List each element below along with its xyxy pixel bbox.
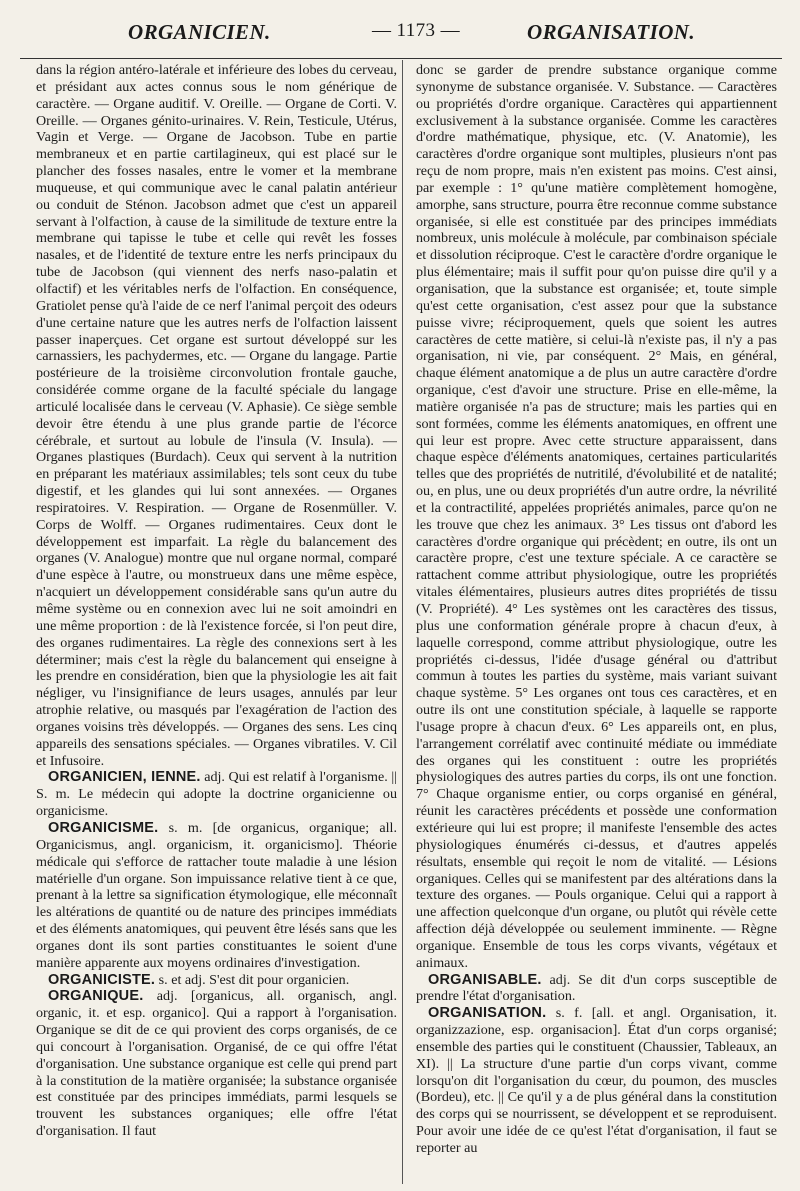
entry-body: adj. Se dit d'un corps susceptible de prendre l'état d'organisation.: [416, 971, 777, 1005]
entry-body: adj. Qui est relatif à l'organisme. || S. m. Le médecin qui adopte la doctrine organicienne ou organicisme.: [36, 769, 397, 820]
entry-headword: ORGANICISME.: [48, 819, 159, 836]
entry-headword: ORGANIQUE.: [48, 988, 144, 1005]
entry-body: s. f. [all. et angl. Organisation, it. organizzazione, esp. organisacion]. État d'un corps organisé; ensemble des parties qui le constituent (Chaussier, Tableaux, an XI). || La structure d'une partie d'un corps vivant, comme lorsqu'on dit l'organisation du cœur, du poumon, des muscles (Bordeu), etc. || Ce qu'il y a de plus général dans la constitution des corps qui se nourrissent, se développent et se reproduisent. Pour avoir une idée de ce qu'est l'état d'organisation, il faut se reporter au: [416, 1005, 777, 1156]
entry-organicien: [36, 769, 397, 820]
header-rule: [20, 58, 782, 59]
left-column: [36, 62, 397, 1186]
entry-organiciste: [36, 972, 397, 989]
entry-organisable: [416, 972, 777, 1006]
entry-body: adj. [organicus, all. organisch, angl. organic, it. et esp. organico]. Qui a rapport à l'organisation. Organique se dit de ce qui provient des corps organisés, de ce qui concourt à l'organisation. Organisé, de ce qui offre l'état d'organisation. Une substance organique est celle qui prend part à la constitution de la matière organisée; la substance organisée est constituée par des principes immédiats, parmi lesquels se trouvent les substances organiques; elle offre l'état d'organisation. Il faut: [36, 988, 397, 1140]
entry-body: s. et adj. S'est dit pour organicien.: [155, 971, 350, 988]
page-number: — 1173 —: [372, 20, 460, 41]
entry-organisation: [416, 1005, 777, 1157]
entry-headword: ORGANISABLE.: [428, 971, 542, 988]
running-header: [0, 14, 800, 48]
continued-entry-text: dans la région antéro-latérale et inférieure des lobes du cerveau, et présidant aux actes connus sous le nom générique de caractère. — Organe auditif. V. Oreille. — Organe de Corti. V. Oreille. — Organes génito-urinaires. V. Rein, Testicule, Utérus, Vagin et Verge. — Organe de Jacobson. Tube en partie membraneux et en partie cartilagineux, qui est placé sur le plancher des fosses nasales, entre le vomer et la membrane muqueuse, et qui communique avec le canal palatin antérieur ou conduit de Sténon. Jacobson admet que c'est un appareil servant à l'olfaction, à cause de la similitude de texture entre la membrane qui tapisse le tube et celle qui revêt les fosses nasales, et de l'identité de texture entre les nerfs principaux du tube de Jacobson (qui viennent des nerfs naso-palatin et olfactif) et les véritables nerfs de l'olfaction. En conséquence, Gratiolet pense qu'à l'aide de ce nerf l'animal perçoit des odeurs d'une certaine nature que les autres nerfs de l'olfaction laissent passer inaperçues. Cet organe est surtout développé sur les carnassiers, les pachydermes, etc. — Organe du langage. Partie postérieure de la troisième circonvolution frontale gauche, considérée comme organe de la faculté spéciale du langage articulé localisée dans le cerveau (V. Aphasie). Ce siège semble devoir être étendu à une plus grande partie de l'écorce cérébrale, et surtout au lobule de l'insula (V. Insula). — Organes plastiques (Burdach). Ceux qui servent à la nutrition en préparant les matériaux assimilables; tels sont ceux du tube digestif, et les glandes qui lui sont annexées. — Organes respiratoires. V. Respiration. — Organe de Rosenmüller. V. Corps de Wolff. — Organes rudimentaires. Ceux dont le développement est imparfait. La règle du balancement des organes (V. Analogue) montre que nul organe normal, comparé d'une espèce à l'autre, ou monstrueux dans une même espèce, n'acquiert un développement considérable sans qu'un autre du même système ou en connexion avec lui ne soit amoindri en une même proportion : de là l'existence forcée, si l'on peut dire, des organes rudimentaires. La règle des connexions sert à les déterminer; mais c'est la règle du balancement qui enseigne à les prendre en considération, bien que la physiologie les ait fait négliger, vu l'insignifiance de leurs usages, annulés par leur atrophie relative, ou masqués par l'exagération de l'action des organes voisins très développés. — Organes des sens. Les cinq appareils des sensations spéciales. — Organes vibratiles. V. Cil et Infusoire.: [36, 62, 397, 769]
right-column: [416, 62, 777, 1186]
column-divider: [402, 60, 403, 1184]
entry-headword: ORGANISATION.: [428, 1005, 547, 1022]
entry-body: s. m. [de organicus, organique; all. Organicismus, angl. organicism, it. organicismo]. Théorie médicale qui s'efforce de rattacher toute maladie à une lésion matérielle d'un organe. Son impuissance relative tient à ce que, prenant à la lettre sa signification étymologique, elle méconnaît les altérations de quantité ou de nature des principes immédiats et des éléments anatomiques, qui peuvent être lésés sans que les organes dont ils sont parties constituantes le soient d'une manière apparente aux moyens ordinaires d'investigation.: [36, 819, 397, 971]
entry-headword: ORGANICIEN, IENNE.: [48, 769, 201, 786]
header-right-word: ORGANISATION.: [527, 20, 695, 44]
entry-organicisme: [36, 820, 397, 972]
continued-entry-text: donc se garder de prendre substance organique comme synonyme de substance organisée. V. Substance. — Caractères ou propriétés d'ordre organique. Caractères qui appartiennent exclusivement à la substance organisée. Comme les caractères d'ordre mathématique, physique, etc. (V. Anatomie), les caractères d'ordre organique sont multiples, plusieurs n'ont pas reçu de nom propre, mais n'en existent pas moins. C'est ainsi, par exemple : 1° qu'une matière complètement homogène, amorphe, sans structure, pourra être reconnue comme substance organisée, si elle est constituée par des principes immédiats nombreux, unis molécule à molécule, par combinaison spéciale et dissolution réciproque. C'est le caractère d'ordre organique le plus élémentaire; mais il suffit pour qu'on puisse dire qu'il y a organisation, que la substance est organisée; et, toute simple qu'est cette organisation, c'est assez pour que la substance puisse vivre; réciproquement, quels que soient les autres caractères de cette matière, si celui-là n'existe pas, il n'y a pas organisation, ni vie, par conséquent. 2° Mais, en général, chaque élément anatomique a de plus un autre caractère d'ordre organique, c'est d'avoir une structure. Prise en elle-même, la matière organisée n'a pas de structure; mais les parties qui en sont formées, comme les éléments anatomiques, en offrent une qui leur est propre. Avec cette structure apparaissent, dans chaque espèce d'éléments anatomiques, certaines particularités telles que des propriétés de nutritilé, d'évolubilité et de natalité; ou, en plus, une ou deux propriétés d'un autre ordre, la névrilité et la contractilité, appelées propriétés animales, parce qu'on ne les trouve que chez les animaux. 3° Les tissus ont d'abord les caractères d'ordre organique qui précèdent; en outre, ils ont un caractère propre, c'est une texture spéciale. A ce caractère se rattachent comme attribut physiologique, outre les propriétés vitales élémentaires, plusieurs autres dites propriétés de tissu (V. Propriété). 4° Les systèmes ont les caractères des tissus, plus une conformation générale propre à chacun d'eux, à laquelle correspond, comme attribut physiologique, outre les propriétés ci-dessus, l'idée d'usage général ou d'attribut commun à toutes les parties du système, mais variant suivant chaque système. 5° Les organes ont tous ces caractères, et en outre ils ont une constitution spéciale, à laquelle se rapporte l'usage propre à chacun d'eux. 6° Les appareils ont, en plus, l'arrangement corrélatif avec continuité médiate ou immédiate des organes qui les constituent : outre les propriétés physiologiques des autres parties du corps, ils ont une fonction. 7° Chaque organisme entier, ou corps organisé en général, réunit les caractères précédents et possède une conformation extérieure qui lui est propre; il manifeste l'ensemble des actes physiologiques énumérés ci-dessus, et d'autres appelés résultats, ensemble qui reçoit le nom de vitalité. — Lésions organiques. Celles qui se manifestent par des altérations dans la texture des organes. — Pouls organique. Celui qui a rapport à une affection quelconque d'un organe, ou plutôt qui révèle cette affection déjà développée ou seulement imminente. — Règne organique. Ensemble de tous les corps vivants, végétaux et animaux.: [416, 62, 777, 971]
entry-headword: ORGANICISTE.: [48, 971, 156, 988]
header-left-word: ORGANICIEN.: [128, 20, 271, 44]
entry-organique: [36, 988, 397, 1140]
